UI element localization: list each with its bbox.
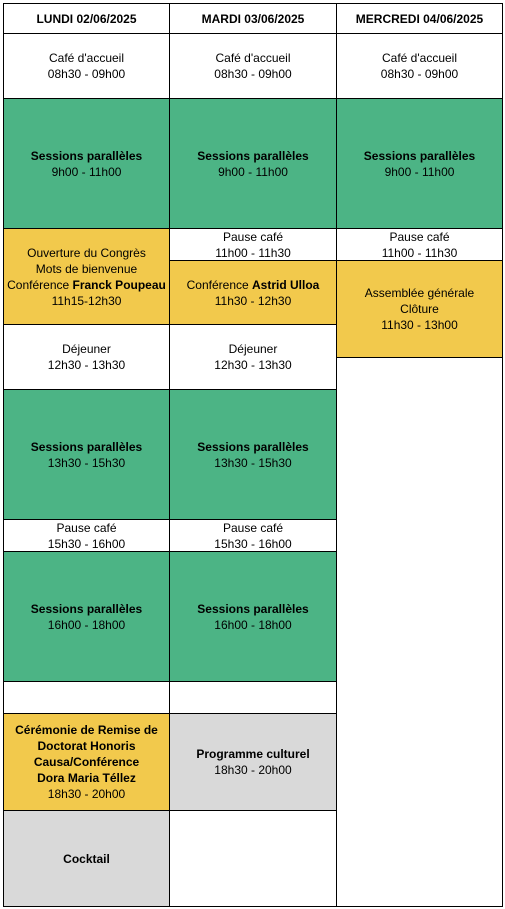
- cell-text-line: [52, 164, 122, 180]
- schedule-cell-sessions-paralleles: [3, 389, 170, 520]
- cell-text-line: [37, 738, 135, 754]
- cell-text-line: [381, 317, 458, 333]
- text: Pause café: [56, 520, 117, 535]
- text: Assemblée générale: [364, 286, 475, 300]
- schedule-cell-cafe-accueil: [3, 33, 170, 99]
- text: 11h00 - 11h30: [215, 245, 291, 260]
- text: Café d'accueil: [215, 51, 291, 65]
- text: 18h30 - 20h00: [214, 763, 292, 777]
- bold-text: Sessions parallèles: [30, 439, 143, 454]
- schedule-cell-dejeuner: [3, 324, 170, 390]
- text: Mots de bienvenue: [35, 261, 138, 276]
- text: Pause café: [222, 520, 284, 535]
- text: 11h15-12h30: [51, 293, 122, 308]
- cell-text-line: [48, 786, 125, 802]
- cell-text-line: [187, 277, 320, 293]
- schedule-cell-dejeuner: [169, 324, 337, 390]
- schedule-cell-sessions-paralleles: [169, 98, 337, 229]
- cell-text-line: [382, 50, 457, 66]
- cell-text-line: [214, 66, 291, 82]
- text: 11h00 - 11h30: [381, 245, 458, 260]
- text: Ouverture du Congrès: [27, 245, 146, 260]
- day-column-mercredi: [336, 3, 503, 907]
- cell-text-line: [52, 293, 122, 309]
- schedule-cell-cafe-accueil: [169, 33, 337, 99]
- text: Pause café: [389, 229, 450, 244]
- cell-text-line: [214, 617, 291, 633]
- cell-text-line: [223, 520, 283, 536]
- day-column-mardi: [169, 3, 337, 907]
- text: 9h00 - 11h00: [218, 164, 288, 179]
- schedule-cell-pause-cafe: [3, 519, 170, 552]
- bold-text: Programme culturel: [196, 747, 310, 761]
- schedule-cell-sessions-paralleles: [3, 98, 170, 229]
- cell-text-line: [31, 439, 142, 455]
- text: 11h30 - 13h00: [381, 318, 458, 332]
- cell-text-line: [197, 439, 308, 455]
- cell-text-line: [48, 455, 125, 471]
- cell-text-line: [196, 746, 309, 762]
- text: 12h30 - 13h30: [47, 358, 126, 372]
- text: Pause café: [222, 229, 284, 244]
- text: 16h00 - 18h00: [47, 617, 126, 632]
- schedule-cell-sessions-paralleles: [169, 551, 337, 682]
- cell-text-line: [48, 617, 125, 633]
- cell-text-line: [49, 50, 124, 66]
- cell-text-line: [364, 148, 475, 164]
- text: Déjeuner: [62, 342, 111, 356]
- cell-text-line: [62, 341, 111, 357]
- bold-text: Causa/Conférence: [33, 755, 140, 769]
- cell-text-line: [381, 66, 458, 82]
- bold-text: Sessions parallèles: [30, 601, 143, 616]
- cell-text-line: [400, 301, 439, 317]
- bold-text: Doctorat Honoris: [37, 739, 136, 753]
- text: 16h00 - 18h00: [214, 617, 292, 632]
- schedule-cell-pause-cafe: [169, 228, 337, 261]
- text: 12h30 - 13h30: [214, 358, 292, 372]
- text: 08h30 - 09h00: [380, 67, 459, 81]
- cell-text-line: [197, 148, 308, 164]
- bold-text: Astrid Ulloa: [252, 278, 320, 292]
- text: 11h30 - 12h30: [214, 294, 292, 308]
- day-column-lundi: [3, 3, 170, 907]
- schedule-cell-sessions-paralleles: [3, 551, 170, 682]
- cell-text-line: [36, 261, 137, 277]
- cell-text-line: [214, 762, 291, 778]
- schedule-cell-empty-slot: [3, 681, 170, 714]
- cell-text-line: [48, 357, 125, 373]
- text: 15h30 - 16h00: [214, 536, 292, 551]
- bold-text: Sessions parallèles: [197, 601, 309, 616]
- bold-text: Sessions parallèles: [363, 148, 476, 163]
- text: 18h30 - 20h00: [47, 787, 126, 801]
- cell-text-line: [385, 164, 455, 180]
- cell-text-line: [34, 754, 139, 770]
- schedule-cell-empty-slot: [169, 681, 337, 714]
- text: Clôture: [400, 302, 439, 316]
- cell-text-line: [382, 245, 458, 261]
- text: Café d'accueil: [49, 51, 124, 65]
- schedule-cell-empty-slot: [336, 357, 503, 907]
- schedule-cell-cocktail: [3, 810, 170, 907]
- cell-text-line: [15, 722, 158, 738]
- schedule-cell-empty-slot: [169, 810, 337, 907]
- cell-text-line: [48, 66, 125, 82]
- bold-text: Sessions parallèles: [197, 439, 309, 454]
- schedule-cell-conference-astrid-ulloa: [169, 260, 337, 326]
- text: 9h00 - 11h00: [51, 164, 122, 179]
- cell-text-line: [215, 245, 291, 261]
- cell-text-line: [229, 341, 278, 357]
- cell-text-line: [56, 520, 116, 536]
- cell-text-line: [215, 293, 292, 309]
- day-header-mercredi: MERCREDI 04/06/2025: [336, 3, 503, 34]
- conference-schedule: [3, 3, 503, 907]
- cell-text-line: [7, 277, 166, 293]
- bold-text: Dora Maria Téllez: [37, 771, 136, 785]
- schedule-cell-assemblee-generale: [336, 260, 503, 358]
- bold-text: Franck Poupeau: [72, 277, 166, 292]
- text: Café d'accueil: [382, 51, 457, 65]
- cell-text-line: [27, 245, 146, 261]
- cell-text-line: [197, 601, 308, 617]
- text: 9h00 - 11h00: [384, 164, 455, 179]
- cell-text-line: [214, 455, 291, 471]
- schedule-cell-ouverture-congres: [3, 228, 170, 325]
- schedule-cell-pause-cafe: [169, 519, 337, 552]
- text: 08h30 - 09h00: [214, 67, 292, 81]
- bold-text: Sessions parallèles: [30, 148, 143, 163]
- schedule-cell-ceremonie-honoris-causa: [3, 713, 170, 811]
- day-header-lundi: LUNDI 02/06/2025: [3, 3, 170, 34]
- cell-text-line: [31, 601, 142, 617]
- cell-text-line: [389, 229, 449, 245]
- bold-text: Cérémonie de Remise de: [15, 723, 158, 737]
- bold-text: Cocktail: [63, 851, 110, 866]
- cell-text-line: [223, 229, 283, 245]
- cell-text-line: [214, 357, 291, 373]
- cell-text-line: [63, 851, 110, 867]
- day-header-mardi: MARDI 03/06/2025: [169, 3, 337, 34]
- cell-text-line: [48, 536, 125, 552]
- text: 15h30 - 16h00: [47, 536, 126, 551]
- text: Conférence: [7, 277, 73, 292]
- text: Conférence: [186, 278, 253, 292]
- text: 08h30 - 09h00: [47, 67, 126, 81]
- schedule-cell-pause-cafe: [336, 228, 503, 261]
- cell-text-line: [37, 770, 136, 786]
- cell-text-line: [365, 285, 474, 301]
- text: 13h30 - 15h30: [47, 455, 126, 470]
- cell-text-line: [31, 148, 142, 164]
- schedule-cell-sessions-paralleles: [336, 98, 503, 229]
- cell-text-line: [218, 164, 288, 180]
- schedule-cell-cafe-accueil: [336, 33, 503, 99]
- cell-text-line: [214, 536, 291, 552]
- cell-text-line: [216, 50, 291, 66]
- text: Déjeuner: [228, 342, 278, 356]
- schedule-cell-programme-culturel: [169, 713, 337, 811]
- bold-text: Sessions parallèles: [197, 148, 309, 163]
- text: 13h30 - 15h30: [214, 455, 292, 470]
- schedule-cell-sessions-paralleles: [169, 389, 337, 520]
